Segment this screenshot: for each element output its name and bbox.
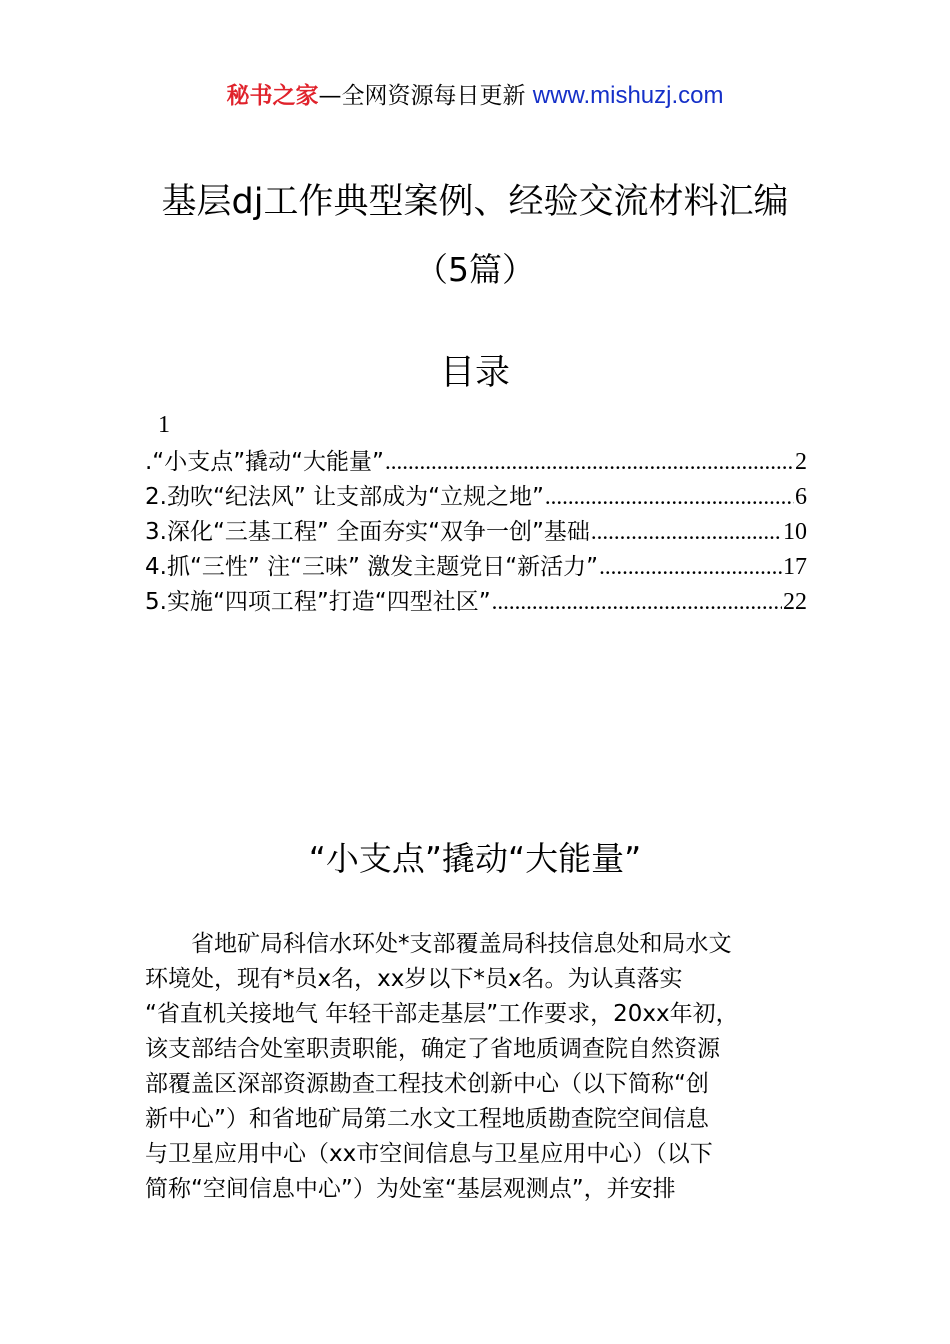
toc-dot-leader (545, 479, 794, 514)
toc-entry-page: 6 (795, 484, 807, 510)
site-header (0, 80, 950, 112)
toc-entry-label: 5.实施“四项工程”打造“四型社区” (145, 589, 491, 615)
toc-dot-leader (599, 549, 782, 584)
toc-heading: 目录 (439, 353, 510, 393)
document-title: 基层dj工作典型案例、经验交流材料汇编 (161, 182, 789, 222)
document-subtitle: （5篇） (415, 250, 535, 289)
body-line: 新中心”）和省地矿局第二水文工程地质勘查院空间信息 (145, 1106, 709, 1132)
toc-entry-page: 2 (795, 449, 807, 475)
toc-entry-page: 10 (783, 519, 807, 545)
body-line: 简称“空间信息中心”）为处室“基层观测点”，并安排 (145, 1176, 676, 1202)
body-line: 与卫星应用中心（xx市空间信息与卫星应用中心）（以下 (145, 1141, 713, 1167)
toc-entry[interactable] (145, 514, 807, 549)
section-body (145, 927, 815, 1207)
toc-entry[interactable] (145, 444, 807, 479)
brand-name: 秘书之家 (226, 83, 319, 109)
body-line: “省直机关接地气 年轻干部走基层”工作要求，20xx年初， (145, 1001, 739, 1027)
toc-page-marker: 1 (158, 412, 170, 438)
table-of-contents (145, 444, 807, 619)
toc-dot-leader (385, 444, 794, 479)
body-line: 部覆盖区深部资源勘查工程技术创新中心（以下简称“创 (145, 1071, 709, 1097)
section-title: “小支点”撬动“大能量” (308, 839, 642, 878)
toc-entry-label: .“小支点”撬动“大能量” (145, 449, 384, 475)
toc-entry-page: 17 (783, 554, 807, 580)
toc-entry-label: 2.劲吹“纪法风” 让支部成为“立规之地” (145, 484, 544, 510)
body-line: 环境处，现有*员x名，xx岁以下*员x名。为认真落实 (145, 966, 683, 992)
toc-entry-page: 22 (783, 589, 807, 615)
toc-entry-label: 3.深化“三基工程” 全面夯实“双争一创”基础 (145, 519, 590, 545)
header-tagline: —全网资源每日更新 (318, 83, 533, 109)
site-url[interactable]: www.mishuzj.com (532, 82, 724, 109)
body-line: 该支部结合处室职责职能，确定了省地质调查院自然资源 (145, 1036, 720, 1062)
toc-entry-label: 4.抓“三性” 注“三味” 激发主题党日“新活力” (145, 554, 599, 580)
toc-dot-leader (591, 514, 782, 549)
toc-entry[interactable] (145, 584, 807, 619)
toc-dot-leader (492, 584, 782, 619)
body-line: 省地矿局科信水环处*支部覆盖局科技信息处和局水文 (145, 931, 732, 957)
toc-entry[interactable] (145, 549, 807, 584)
toc-entry[interactable] (145, 479, 807, 514)
